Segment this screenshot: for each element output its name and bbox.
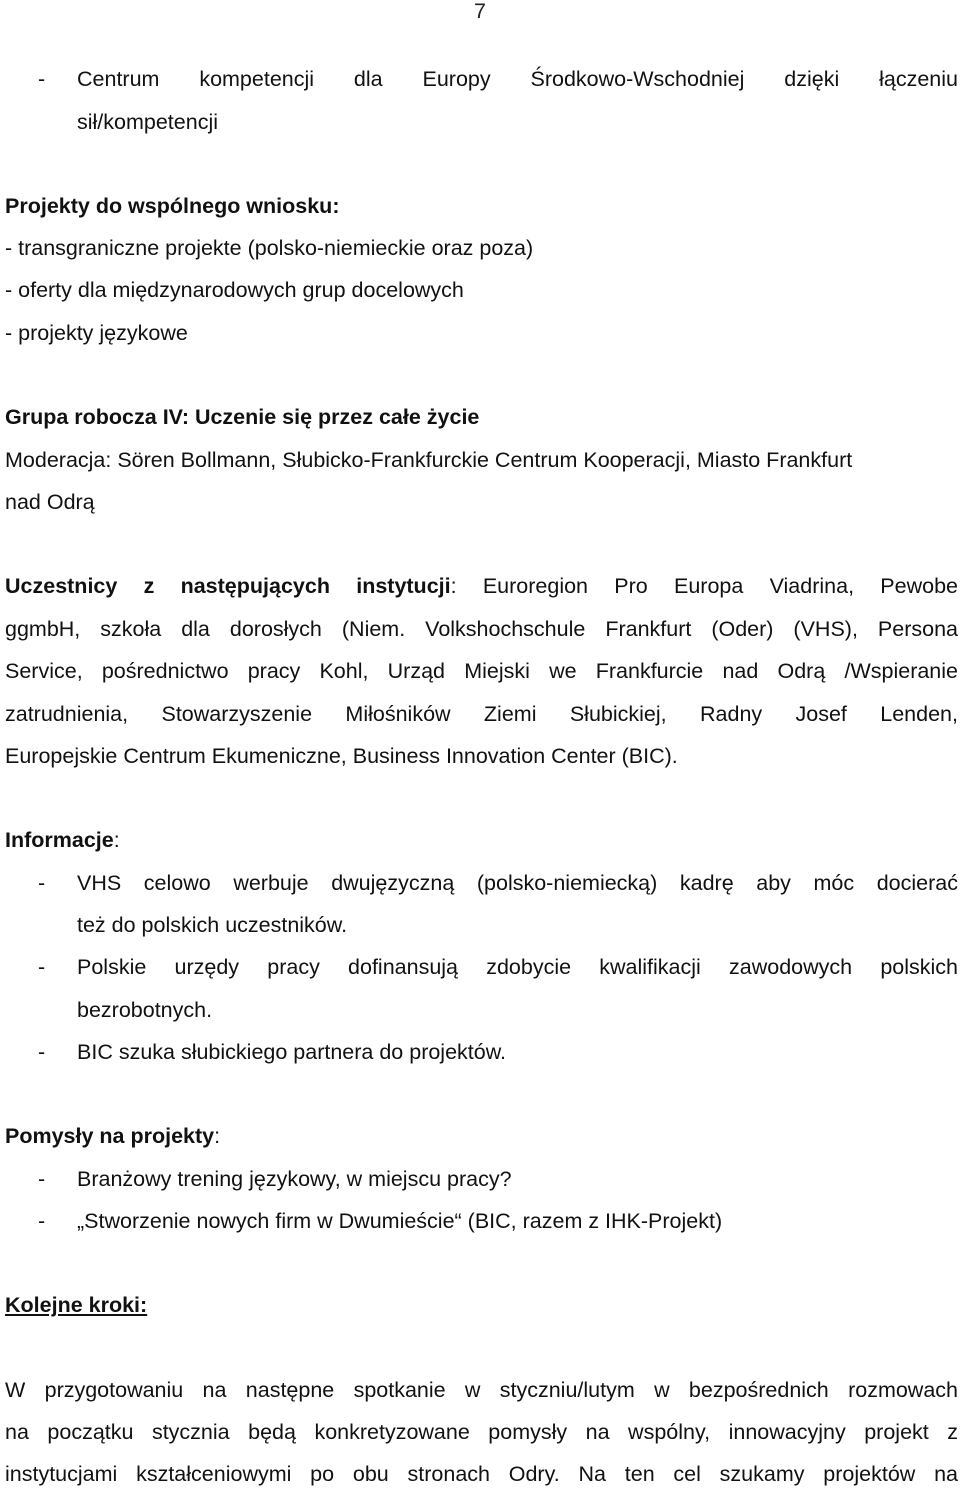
bullet-dash: - [38, 1209, 46, 1233]
info-item-3: BIC szuka słubickiego partnera do projektów. [77, 1040, 507, 1064]
info-colon: : [113, 828, 120, 852]
next-steps-line-3: instytucjami kształceniowymi po obu stronach Odry. Na ten cel szukamy projektów na [5, 1462, 958, 1486]
participants-line-1 [5, 565, 958, 607]
ideas-item-1: Branżowy trening językowy, w miejscu pracy? [77, 1167, 512, 1191]
info-label: Informacje [5, 828, 114, 852]
next-steps-heading: Kolejne kroki: [5, 1293, 148, 1317]
next-steps-line-1: W przygotowaniu na następne spotkanie w styczniu/lutym w bezpośrednich rozmowach [5, 1378, 958, 1402]
participants-line-1-rest: Euroregion Pro Europa Viadrina, Pewobe [456, 574, 958, 598]
info-item-2-line-2: bezrobotnych. [77, 998, 213, 1022]
projects-item-2: - oferty dla międzynarodowych grup docelowych [5, 278, 464, 302]
projects-item-3: - projekty językowe [5, 321, 188, 345]
participants-line-3: Service, pośrednictwo pracy Kohl, Urząd Miejski we Frankfurcie nad Odrą /Wspieranie [5, 659, 958, 683]
group-heading: Grupa robocza IV: Uczenie się przez całe życie [5, 405, 480, 429]
ideas-label: Pomysły na projekty [5, 1124, 215, 1148]
participants-line-5: Europejskie Centrum Ekumeniczne, Business Innovation Center (BIC). [5, 744, 678, 768]
participants-line-2: ggmbH, szkoła dla dorosłych (Niem. Volkshochschule Frankfurt (Oder) (VHS), Persona [5, 617, 958, 641]
next-steps-line-2: na początku stycznia będą konkretyzowane pomysły na wspólny, innowacyjny projekt z [5, 1420, 958, 1444]
bullet-dash: - [38, 67, 46, 91]
intro-line-2: sił/kompetencji [77, 110, 218, 134]
bullet-dash: - [38, 1040, 46, 1064]
projects-heading: Projekty do wspólnego wniosku: [5, 194, 340, 218]
ideas-item-2: „Stworzenie nowych firm w Dwumieście“ (BIC, razem z IHK-Projekt) [77, 1209, 723, 1233]
intro-line-1: Centrum kompetencji dla Europy Środkowo-Wschodniej dzięki łączeniu [77, 67, 958, 91]
info-item-2-line-1: Polskie urzędy pracy dofinansują zdobycie kwalifikacji zawodowych polskich [77, 955, 958, 979]
ideas-colon: : [214, 1124, 221, 1148]
info-item-1-line-2: też do polskich uczestników. [77, 913, 348, 937]
participants-label: Uczestnicy z następujących instytucji [5, 574, 451, 598]
page-number: 7 [474, 0, 486, 23]
info-item-1-line-1: VHS celowo werbuje dwujęzyczną (polsko-niemiecką) kadrę aby móc docierać [77, 871, 958, 895]
bullet-dash: - [38, 955, 46, 979]
bullet-dash: - [38, 1167, 46, 1191]
bullet-dash: - [38, 871, 46, 895]
participants-line-4: zatrudnienia, Stowarzyszenie Miłośników Ziemi Słubickiej, Radny Josef Lenden, [5, 702, 958, 726]
projects-item-1: - transgraniczne projekte (polsko-niemieckie oraz poza) [5, 236, 534, 260]
moderation-line-2: nad Odrą [5, 490, 95, 514]
moderation-line-1: Moderacja: Sören Bollmann, Słubicko-Frankfurckie Centrum Kooperacji, Miasto Frankfurt [5, 448, 853, 472]
participants-colon: : [450, 574, 457, 598]
